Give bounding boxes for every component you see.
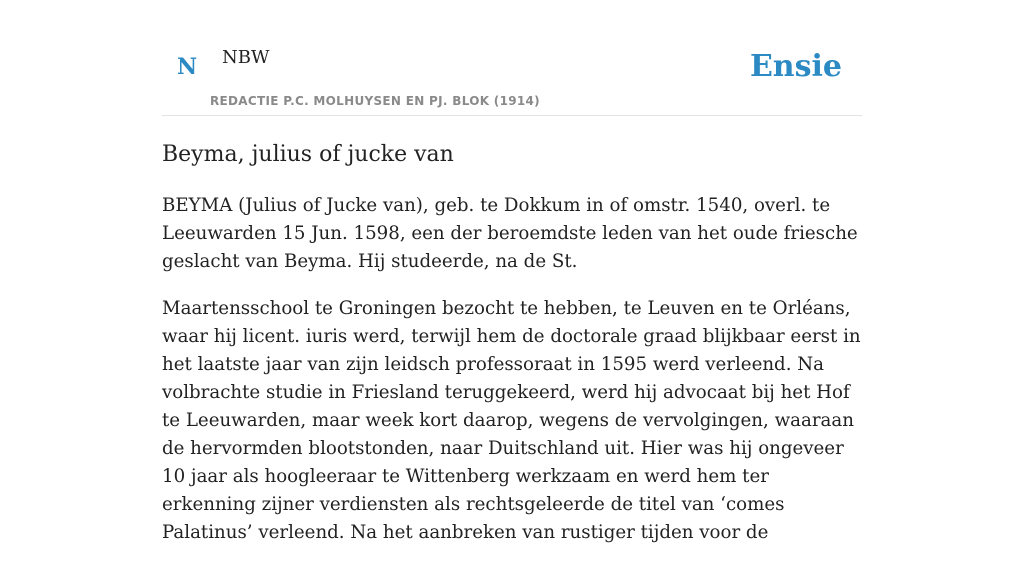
article-page	[162, 0, 862, 543]
entry-paragraph: Maartensschool te Groningen bezocht te hebben, te Leuven en te Orléans, waar hij licent. iuris werd, terwijl hem de doctorale graad blijkbaar eerst in het laatste jaar van zijn leidsch professoraat in 1595 werd verleend. Na volbrachte studie in Friesland teruggekeerd, werd hij advocaat bij het Hof te Leeuwarden, maar week kort daarop, wegens de vervolgingen, waaraan de hervormden blootstonden, naar Duitschland uit. Hier was hij ongeveer 10 jaar als hoogleeraar te Wittenberg werkzaam en werd hem ter erkenning zijner verdiensten als rechtsgeleerde de titel van ‘comes Palatinus’ verleend. Na het aanbreken van rustiger tijden voor de	[162, 298, 861, 543]
site-header	[162, 0, 862, 116]
book-abbreviation[interactable]: NBW	[222, 47, 270, 68]
brand-logo[interactable]: Ensie	[749, 49, 842, 84]
book-editors: REDACTIE P.C. MOLHUYSEN EN PJ. BLOK (1914)	[210, 94, 540, 108]
entry-paragraph: BEYMA (Julius of Jucke van), geb. te Dokkum in of omstr. 1540, overl. te Leeuwarden 15 Jun. 1598, een der beroemdste leden van het oude friesche geslacht van Beyma. Hij studeerde, na de St.	[162, 195, 858, 272]
book-logo[interactable]: N	[177, 54, 198, 80]
entry-body	[162, 192, 862, 566]
entry-title: Beyma, julius of jucke van	[162, 142, 454, 167]
